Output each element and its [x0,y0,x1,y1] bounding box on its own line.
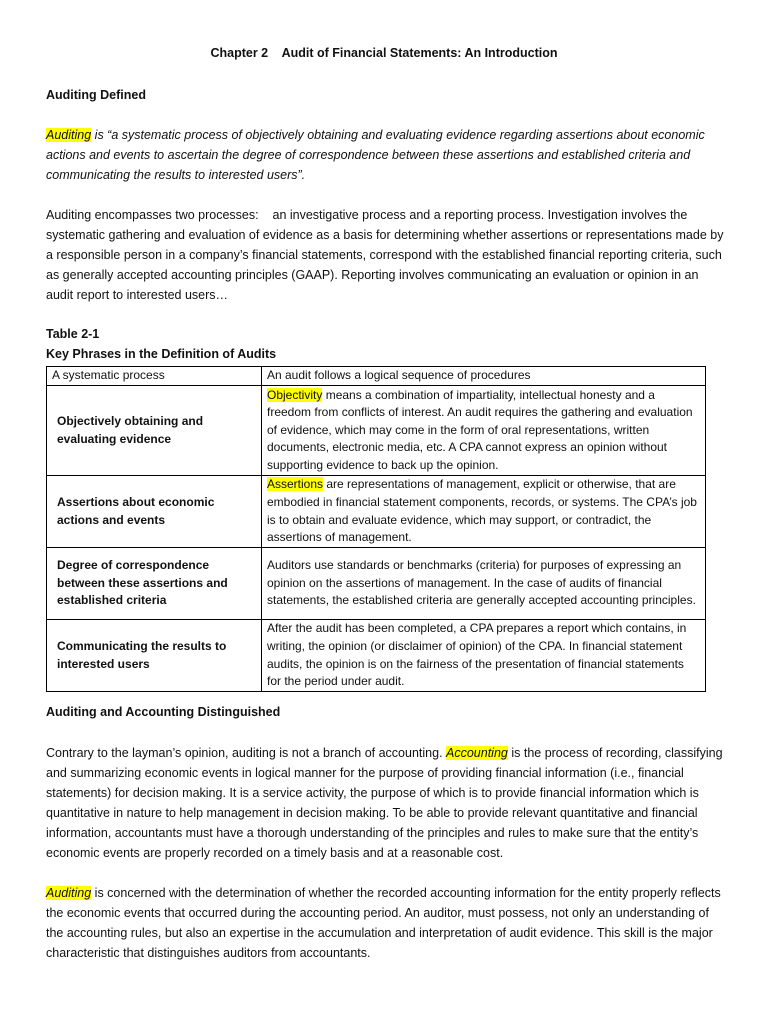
table-cell-description: After the audit has been completed, a CPA prepares a report which contains, in writing, the opinion (or disclaimer of opinion) of the CPA. In financial statement audits, the opinion is on the fairness of the presentation of financial statements for the period under audit. [262,620,706,692]
auditing-processes-paragraph: Auditing encompasses two processes: an investigative process and a reporting process. Investigation involves the systematic gathering and evaluation of evidence as a basis for determining whether assertions or representations made by a responsible person in a company’s financial statements, correspond with the established financial reporting criteria, such as generally accepted accounting principles (GAAP). Reporting involves communicating an evaluation or opinion in an audit report to interested users… [46,208,727,302]
section-heading-auditing-vs-accounting: Auditing and Accounting Distinguished [46,705,281,719]
paragraph-text: Contrary to the layman’s opinion, auditing is not a branch of accounting. [46,746,447,760]
highlighted-term: Auditing [46,886,92,900]
table-cell-phrase: Degree of correspondence between these assertions and established criteria [47,548,262,620]
auditing-paragraph [46,883,726,963]
highlighted-term: Auditing [46,128,92,142]
table-cell-description: Auditors use standards or benchmarks (criteria) for purposes of expressing an opinion on the assertions of management. In the case of audits of financial statements, the established criteria are generally accepted accounting principles. [262,548,706,620]
table-row [47,367,706,386]
table-cell-phrase: A systematic process [47,367,262,386]
table-row [47,548,706,620]
description-text: are representations of management, explicit or otherwise, that are embodied in financial statement components, records, or systems. The CPA’s job is to obtain and evaluate evidence, which may support, or contradict, the assertions of management. [267,477,697,545]
paragraph-text: is concerned with the determination of whether the recorded accounting information for the entity properly reflects the economic events that occurred during the accounting period. An auditor, must possess, not only an understanding of the accounting rules, but also an expertise in the accumulation and interpretation of audit evidence. This skill is the major characteristic that distinguishes auditors from accountants. [46,886,721,960]
key-phrases-table [46,366,706,692]
table-cell-phrase: Assertions about economic actions and events [47,476,262,548]
description-text: means a combination of impartiality, intellectual honesty and a freedom from conflicts of interest. An audit requires the gathering and evaluation of evidence, which may come in the form of oral representations, written documents, electronic media, etc. A CPA cannot express an opinion without supporting evidence to back up the opinion. [267,387,693,472]
section-heading-auditing-defined: Auditing Defined [46,88,146,102]
highlighted-term: Assertions [267,477,324,492]
table-cell-description [262,476,706,548]
table-row [47,620,706,692]
table-cell-phrase: Objectively obtaining and evaluating evidence [47,386,262,476]
table-row [47,476,706,548]
definition-text: is “a systematic process of objectively obtaining and evaluating evidence regarding assertions about economic actions and events to ascertain the degree of correspondence between these assertions and established criteria and communicating the results to interested users”. [46,128,705,182]
paragraph-text: is the process of recording, classifying and summarizing economic events in logical manner for the purpose of providing financial information (i.e., financial statements) for decision making. It is a service activity, the purpose of which is to provide financial information which is quantitative in nature to help management in decision making. To be able to provide relevant quantitative and financial information, accountants must have a thorough understanding of the principles and rules to make sure that the entity’s economic events are properly recorded on a timely basis and at a reasonable cost. [46,746,723,860]
table-cell-description: An audit follows a logical sequence of procedures [262,367,706,386]
highlighted-term: Objectivity [267,387,323,402]
table-row [47,386,706,476]
auditing-definition [46,125,726,185]
highlighted-term: Accounting [446,746,508,760]
table-cell-phrase: Communicating the results to interested users [47,620,262,692]
table-number: Table 2-1 [46,327,100,341]
chapter-title: Chapter 2 Audit of Financial Statements: An Introduction [210,46,558,60]
table-cell-description [262,386,706,476]
table-caption: Key Phrases in the Definition of Audits [46,347,277,361]
accounting-paragraph [46,743,726,863]
